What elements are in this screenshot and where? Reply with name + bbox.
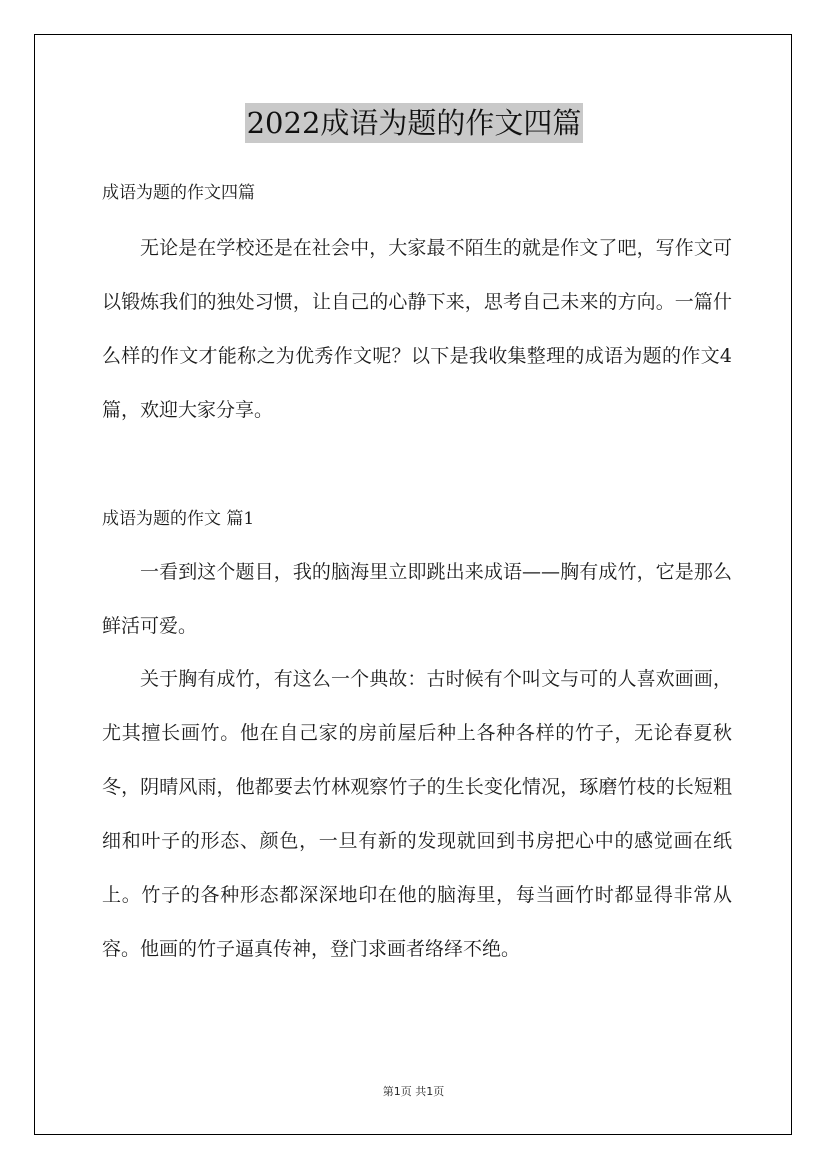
page-footer: 第1页 共1页 <box>382 1085 445 1098</box>
intro-text: 无论是在学校还是在社会中，大家最不陌生的就是作文了吧，写作文可以锻炼我们的独处习惯，让自己的心静下来，思考自己未来的方向。一篇什么样的作文才能称之为优秀作文呢？以下是我收集整理的成语为题的作文4篇，欢迎大家分享。 <box>102 237 732 421</box>
intro-paragraph <box>102 221 732 437</box>
paragraph-1 <box>102 545 732 653</box>
paragraph-1-text: 一看到这个题目，我的脑海里立即跳出来成语——胸有成竹，它是那么鲜活可爱。 <box>102 561 732 637</box>
paragraph-2 <box>102 652 732 976</box>
paragraph-2-text: 关于胸有成竹，有这么一个典故：古时候有个叫文与可的人喜欢画画，尤其擅长画竹。他在自己家的房前屋后种上各种各样的竹子，无论春夏秋冬，阴晴风雨，他都要去竹林观察竹子的生长变化情况，琢磨竹枝的长短粗细和叶子的形态、颜色，一旦有新的发现就回到书房把心中的感觉画在纸上。竹子的各种形态都深深地印在他的脑海里，每当画竹时都显得非常从容。他画的竹子逼真传神，登门求画者络绎不绝。 <box>102 668 732 960</box>
document-title: 2022成语为题的作文四篇 <box>245 103 584 143</box>
title-container <box>102 103 726 143</box>
section-title: 成语为题的作文 篇1 <box>102 509 255 529</box>
document-subtitle: 成语为题的作文四篇 <box>102 183 255 203</box>
